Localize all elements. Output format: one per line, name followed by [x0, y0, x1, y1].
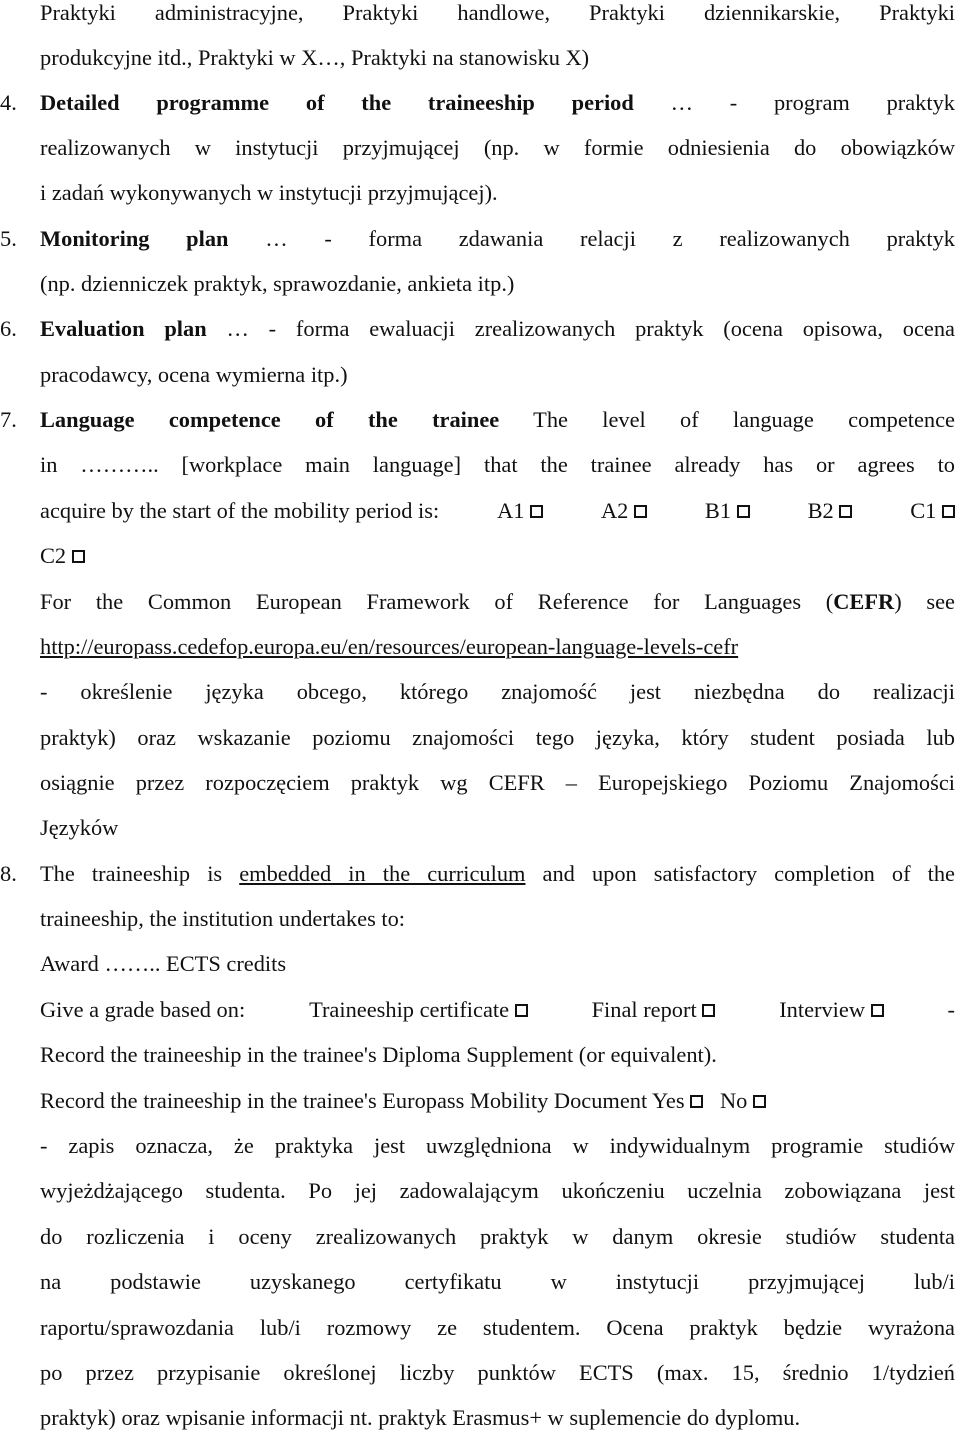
- text-line: (np. dzienniczek praktyk, sprawozdanie, ankieta itp.): [40, 271, 515, 296]
- level-option-a2[interactable]: A2: [601, 495, 647, 527]
- text-line: in ……….. [workplace main language] that the trainee already has or agrees to: [40, 452, 955, 477]
- level-option-c2[interactable]: C2: [40, 540, 955, 572]
- section-text: The level of language competence: [533, 407, 955, 432]
- text-line: Praktyki administracyjne, Praktyki handlowe, Praktyki dziennikarskie, Praktyki: [40, 0, 955, 25]
- section-heading: [40, 223, 955, 255]
- grade-prompt: Give a grade based on:: [40, 997, 246, 1022]
- text-line: raportu/sprawozdania lub/i rozmowy ze studentem. Ocena praktyk będzie wyrażona: [40, 1315, 955, 1340]
- section-number: 5.: [0, 226, 17, 251]
- option-yes[interactable]: Yes: [652, 1088, 703, 1113]
- embedded-link-text: embedded in the curriculum: [239, 861, 526, 886]
- level-option-c1[interactable]: C1: [910, 495, 955, 527]
- section-title: Monitoring plan: [40, 226, 229, 251]
- dash: -: [947, 997, 955, 1022]
- text-line: Języków: [40, 815, 119, 840]
- text-line: realizowanych w instytucji przyjmującej (np. w formie odniesienia do obowiązków: [40, 135, 955, 160]
- option-no[interactable]: No: [720, 1088, 766, 1113]
- section-heading: [40, 404, 955, 436]
- section-text: … - forma zdawania relacji z realizowanych praktyk: [265, 226, 955, 251]
- text-line: produkcyjne itd., Praktyki w X…, Praktyki na stanowisku X): [40, 45, 590, 70]
- section-title: Evaluation plan: [40, 316, 207, 341]
- checkbox-icon[interactable]: [515, 1004, 528, 1017]
- text-line: po przez przypisanie określonej liczby punktów ECTS (max. 15, średnio 1/tydzień: [40, 1360, 955, 1385]
- grade-option-certificate[interactable]: Traineeship certificate: [309, 994, 528, 1026]
- text-line: osiągnie przez rozpoczęciem praktyk wg CEFR – Europejskiego Poziomu Znajomości: [40, 770, 955, 795]
- section-number: 4.: [0, 90, 17, 115]
- text-line: praktyk) oraz wpisanie informacji nt. praktyk Erasmus+ w suplemencie do dyplomu.: [40, 1405, 801, 1430]
- checkbox-icon[interactable]: [753, 1095, 766, 1108]
- checkbox-icon[interactable]: [839, 505, 852, 518]
- text-line: - zapis oznacza, że praktyka jest uwzględniona w indywidualnym programie studiów: [40, 1133, 955, 1158]
- text-line: i zadań wykonywanych w instytucji przyjmującej).: [40, 180, 498, 205]
- section-heading: [40, 87, 955, 119]
- section-number: 7.: [0, 407, 17, 432]
- grade-option-interview[interactable]: Interview: [779, 994, 883, 1026]
- level-option-b2[interactable]: B2: [808, 495, 853, 527]
- checkbox-icon[interactable]: [690, 1095, 703, 1108]
- text-line: do rozliczenia i oceny zrealizowanych praktyk w danym okresie studiów studenta: [40, 1224, 955, 1249]
- section-number: 8.: [0, 861, 17, 886]
- text-line: Record the traineeship in the trainee's Diploma Supplement (or equivalent).: [40, 1042, 717, 1067]
- section-heading: The traineeship is embedded in the curriculum and upon satisfactory completion of the: [40, 861, 955, 886]
- section-number: 6.: [0, 316, 17, 341]
- cefr-link[interactable]: http://europass.cedefop.europa.eu/en/resources/european-language-levels-cefr: [40, 634, 739, 659]
- level-option-a1[interactable]: A1: [497, 495, 543, 527]
- cefr-line: For the Common European Framework of Reference for Languages (CEFR) see: [40, 589, 955, 614]
- level-option-b1[interactable]: B1: [705, 495, 750, 527]
- grade-option-report[interactable]: Final report: [592, 994, 716, 1026]
- section-heading: [40, 313, 955, 345]
- section-text: … - program praktyk: [670, 90, 955, 115]
- section-title: Detailed programme of the traineeship period: [40, 90, 634, 115]
- text-line: pracodawcy, ocena wymierna itp.): [40, 362, 348, 387]
- text-line: na podstawie uzyskanego certyfikatu w instytucji przyjmującej lub/i: [40, 1269, 955, 1294]
- checkbox-icon[interactable]: [72, 550, 85, 563]
- award-line: Award …….. ECTS credits: [40, 951, 287, 976]
- section-title: Language competence of the trainee: [40, 407, 500, 432]
- checkbox-icon[interactable]: [702, 1004, 715, 1017]
- europass-line: Record the traineeship in the trainee's Europass Mobility Document Yes No: [40, 1085, 955, 1117]
- checkbox-icon[interactable]: [942, 505, 955, 518]
- level-prompt: acquire by the start of the mobility period is:: [40, 498, 440, 523]
- text-line: - określenie języka obcego, którego znajomość jest niezbędna do realizacji: [40, 679, 955, 704]
- checkbox-icon[interactable]: [530, 505, 543, 518]
- grade-row: [40, 994, 955, 1026]
- checkbox-icon[interactable]: [737, 505, 750, 518]
- checkbox-icon[interactable]: [871, 1004, 884, 1017]
- language-level-row: [40, 495, 955, 527]
- text-line: praktyk) oraz wskazanie poziomu znajomości tego języka, który student posiada lub: [40, 725, 955, 750]
- text-line: wyjeżdżającego studenta. Po jej zadowalającym ukończeniu uczelnia zobowiązana jest: [40, 1178, 955, 1203]
- text-line: traineeship, the institution undertakes to:: [40, 906, 406, 931]
- checkbox-icon[interactable]: [634, 505, 647, 518]
- section-text: … - forma ewaluacji zrealizowanych praktyk (ocena opisowa, ocena: [226, 316, 955, 341]
